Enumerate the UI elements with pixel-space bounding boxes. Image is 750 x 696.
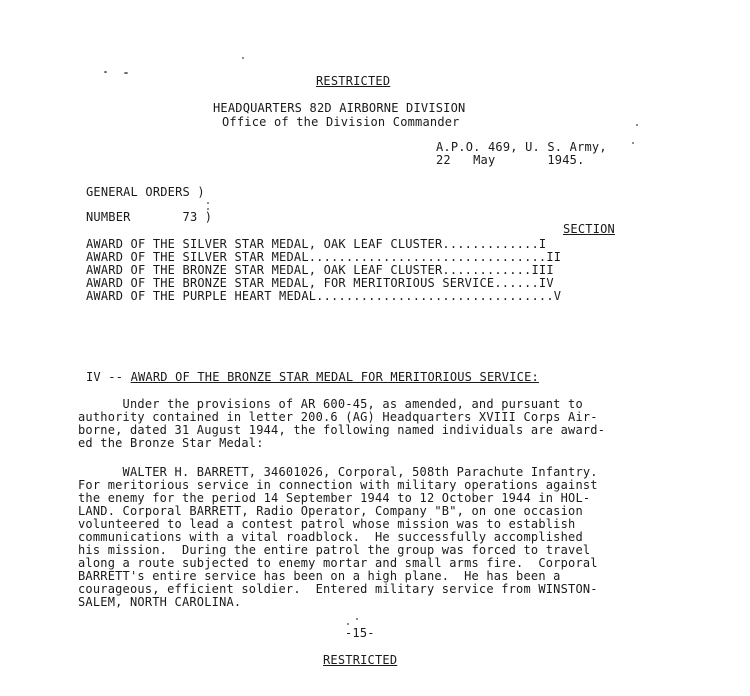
toc-row: AWARD OF THE BRONZE STAR MEDAL, OAK LEAF CLUSTER............III <box>86 263 554 277</box>
toc-row: AWARD OF THE PURPLE HEART MEDAL................................V <box>86 289 562 303</box>
citation-line: LAND. Corporal BARRETT, Radio Operator, Company "B", on one occasion <box>78 504 583 518</box>
apo-line: A.P.O. 469, U. S. Army, <box>436 140 607 154</box>
citation-line: WALTER H. BARRETT, 34601026, Corporal, 508th Parachute Infantry. <box>78 465 598 479</box>
page-number: -15- <box>345 626 375 640</box>
general-orders-label: GENERAL ORDERS ) <box>86 185 205 199</box>
section-iv-heading: IV -- AWARD OF THE BRONZE STAR MEDAL FOR MERITORIOUS SERVICE: <box>86 370 539 384</box>
citation-line: communications with a vital roadblock. He successfully accomplished <box>78 530 583 544</box>
citation-line: BARRETT's entire service has been on a high plane. He has been a <box>78 569 561 583</box>
toc-row: AWARD OF THE BRONZE STAR MEDAL, FOR MERITORIOUS SERVICE......IV <box>86 276 554 290</box>
scan-speck <box>124 72 128 74</box>
toc-row: AWARD OF THE SILVER STAR MEDAL, OAK LEAF CLUSTER.............I <box>86 237 547 251</box>
office-title: Office of the Division Commander <box>222 115 460 129</box>
scan-speck <box>347 623 349 625</box>
toc-row: AWARD OF THE SILVER STAR MEDAL................................II <box>86 250 562 264</box>
hq-title: HEADQUARTERS 82D AIRBORNE DIVISION <box>213 101 466 115</box>
citation-line: SALEM, NORTH CAROLINA. <box>78 595 242 609</box>
citation-line: courageous, efficient soldier. Entered military service from WINSTON- <box>78 582 598 596</box>
scan-speck <box>636 124 638 126</box>
classification-bottom: RESTRICTED <box>323 653 398 667</box>
scan-speck <box>242 57 244 59</box>
citation-line: along a route subjected to enemy mortar and small arms fire. Corporal <box>78 556 598 570</box>
intro-line: authority contained in letter 200.6 (AG) Headquarters XVIII Corps Air- <box>78 410 598 424</box>
number-label: NUMBER 73 ) <box>86 210 213 224</box>
intro-line: borne, dated 31 August 1944, the following named individuals are award- <box>78 423 606 437</box>
citation-line: volunteered to lead a contest patrol whose mission was to establish <box>78 517 576 531</box>
intro-line: ed the Bronze Star Medal: <box>78 436 264 450</box>
citation-line: his mission. During the entire patrol the group was forced to travel <box>78 543 591 557</box>
citation-line: For meritorious service in connection with military operations against <box>78 478 598 492</box>
scan-speck <box>632 142 634 144</box>
scan-speck <box>207 208 209 210</box>
scan-speck <box>356 618 358 620</box>
scan-speck <box>207 202 209 204</box>
section-header: SECTION <box>563 222 615 236</box>
classification-top: RESTRICTED <box>316 74 391 88</box>
citation-line: the enemy for the period 14 September 1944 to 12 October 1944 in HOL- <box>78 491 591 505</box>
scan-speck <box>104 71 107 73</box>
intro-line: Under the provisions of AR 600-45, as amended, and pursuant to <box>78 397 583 411</box>
date-line: 22 May 1945. <box>436 153 585 167</box>
